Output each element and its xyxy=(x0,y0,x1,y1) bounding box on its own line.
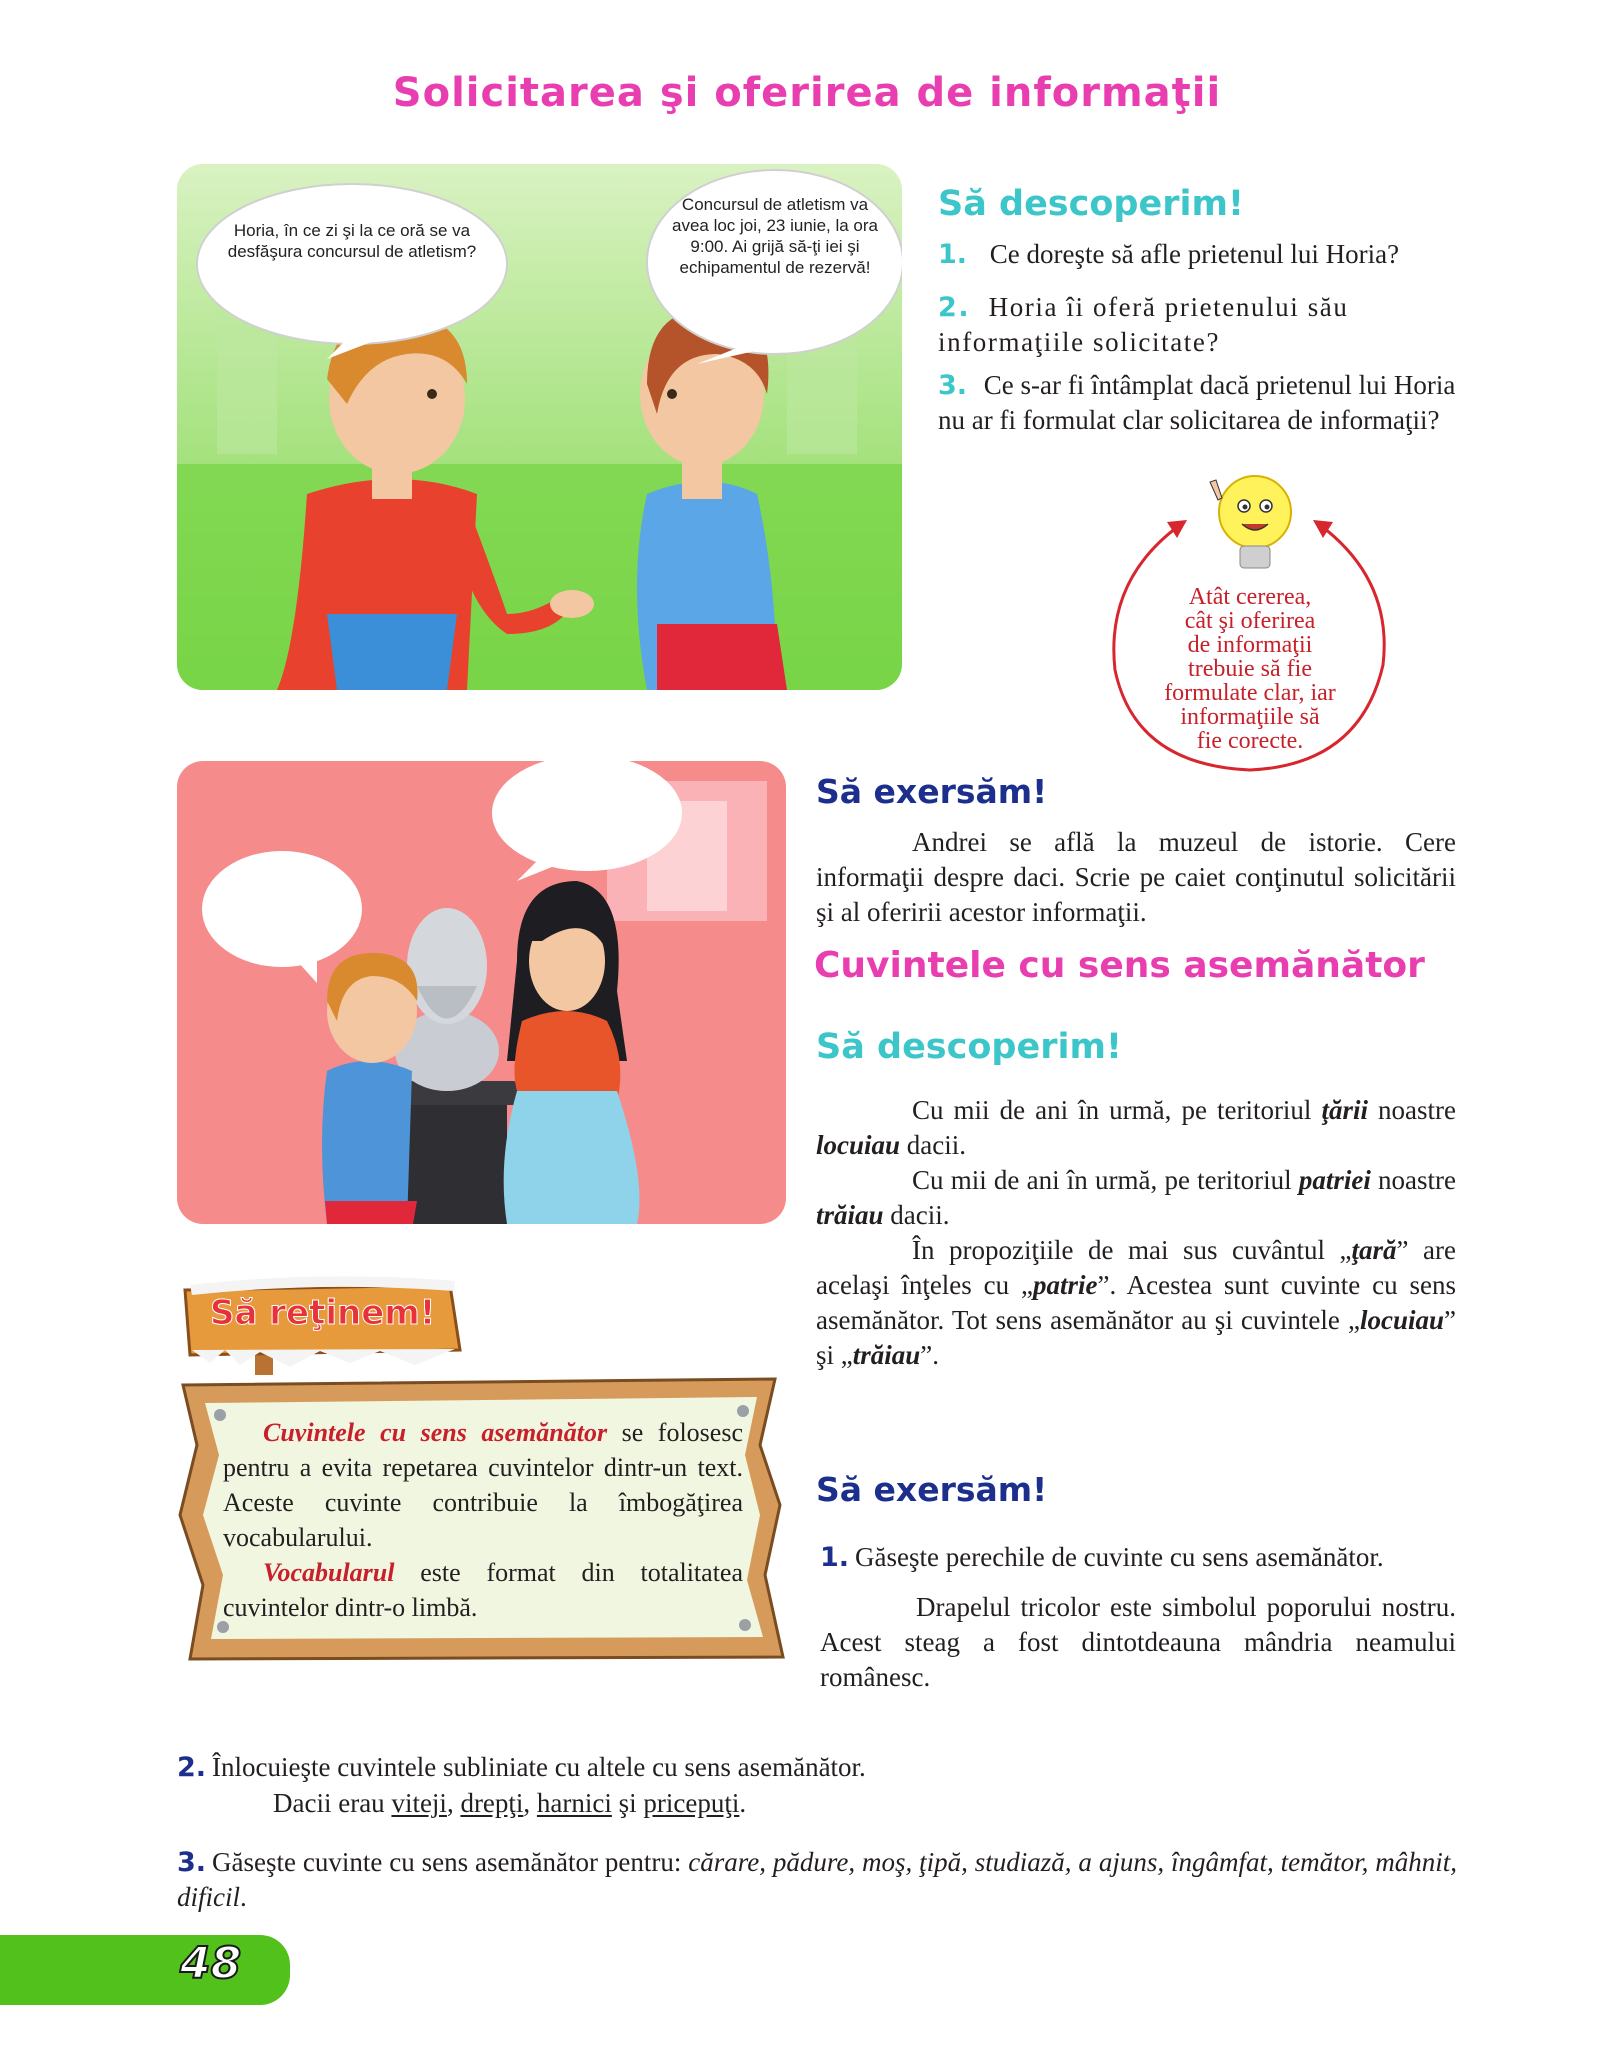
question-text: Horia îi oferă prietenului său informaţiile solicitate? xyxy=(938,292,1349,357)
speech-bubble-answer: Concursul de atletism va avea loc joi, 23 iunie, la ora 9:00. Ai grijă să-ţi iei şi echipamentul de rezervă! xyxy=(671,195,879,277)
text-run: . xyxy=(240,1882,247,1912)
question-number: 1. xyxy=(820,1542,850,1573)
note-line: informaţiile să xyxy=(1180,704,1320,730)
question-text: Ce s-ar fi întâmplat dacă prietenul lui Horia nu ar fi formulat clar solicitarea de informaţii? xyxy=(938,370,1456,435)
question-number: 3. xyxy=(938,370,968,401)
text-run: Dacii erau xyxy=(273,1788,392,1818)
discover-question-2 xyxy=(938,290,1438,360)
section-heading-synonyms: Cuvintele cu sens asemănător xyxy=(814,945,1425,986)
page-number: 48 xyxy=(180,1938,242,1989)
underlined-word: drepţi xyxy=(460,1788,524,1818)
note-line: formulate clar, iar xyxy=(1164,680,1336,706)
question-text: Găseşte perechile de cuvinte cu sens asemănător. xyxy=(855,1542,1384,1572)
note-text xyxy=(1125,585,1375,753)
remember-sign-label: Să reţinem! xyxy=(210,1293,436,1333)
exercise-text-1: Andrei se află la muzeul de istorie. Cere informaţii despre daci. Scrie pe caiet conţinutul solicitării şi al oferirii acestor informaţii. xyxy=(816,827,1456,927)
note-line: Atât cererea, xyxy=(1188,584,1312,610)
lightbulb-icon xyxy=(1200,470,1310,580)
text-run: se folosesc pentru a evita repetarea cuvintelor dintr-un text. Aceste cuvinte contribuie la îmbogăţirea vocabularului. xyxy=(223,1418,743,1552)
text-run: dacii. xyxy=(883,1200,950,1230)
text-run: Cu mii de ani în urmă, pe teritoriul xyxy=(912,1165,1299,1195)
text-run: este format din totalitatea cuvintelor dintr-o limbă. xyxy=(223,1558,743,1622)
note-line: fie corecte. xyxy=(1196,728,1304,754)
comic-illustration-athletics xyxy=(177,164,902,690)
highlight-term: Vocabularul xyxy=(263,1558,395,1587)
italic-word-list: cărare, pădure, moş, ţipă, studiază, a ajuns, îngâmfat, temător, mâhnit, dificil xyxy=(177,1847,1457,1912)
paragraph xyxy=(816,1163,1456,1233)
text-run: , xyxy=(523,1788,537,1818)
bold-word: locuiau xyxy=(1359,1305,1445,1335)
page-number-tab xyxy=(0,1935,290,2005)
bold-word: patriei xyxy=(1298,1165,1371,1195)
question-text: Găseşte cuvinte cu sens asemănător pentru: xyxy=(212,1847,689,1877)
remember-scroll xyxy=(175,1375,787,1665)
bold-word: trăiau xyxy=(852,1340,921,1370)
text-run: ”. xyxy=(920,1340,940,1370)
remember-text xyxy=(223,1415,743,1625)
discover-heading-2: Să descoperim! xyxy=(816,1027,1122,1067)
paragraph xyxy=(223,1555,743,1625)
exercise2-question-1 xyxy=(820,1540,1470,1575)
question-text: Înlocuieşte cuvintele subliniate cu altele cu sens asemănător. xyxy=(212,1752,866,1782)
text-run: Cu mii de ani în urmă, pe teritoriul xyxy=(912,1095,1322,1125)
text-run: dacii. xyxy=(900,1130,967,1160)
exercise2-question-2-sentence xyxy=(273,1786,1373,1821)
page-title: Solicitarea şi oferirea de informaţii xyxy=(392,70,1222,116)
tip-note xyxy=(1105,470,1395,775)
bold-word: ţară xyxy=(1351,1235,1397,1265)
speech-bubble-question: Horia, în ce zi şi la ce oră se va desfăşura concursul de atletism? xyxy=(227,221,477,261)
question-number: 2. xyxy=(938,292,971,323)
text-run: noastre xyxy=(1370,1165,1457,1195)
discover-text-2 xyxy=(816,1093,1456,1373)
bold-word: patrie xyxy=(1033,1270,1098,1300)
discover-question-1 xyxy=(938,237,1473,272)
text-run: , xyxy=(446,1788,461,1818)
underlined-word: harnici xyxy=(536,1788,612,1818)
question-number: 1. xyxy=(938,239,968,270)
text-run: ”. Acestea sunt cuvinte cu sens asemănător. Tot sens asemănător au şi cuvintele „ xyxy=(816,1270,1456,1335)
text-run: În propoziţiile de mai sus cuvântul „ xyxy=(912,1235,1352,1265)
remember-sign xyxy=(180,1255,465,1375)
comic-illustration-museum xyxy=(177,761,786,1224)
discover-heading-1: Să descoperim! xyxy=(938,184,1244,224)
note-line: trebuie să fie xyxy=(1188,656,1312,682)
note-line: de informaţii xyxy=(1187,632,1313,658)
question-text: Ce doreşte să afle prietenul lui Horia? xyxy=(989,239,1400,269)
paragraph xyxy=(816,1093,1456,1163)
text-run: . xyxy=(739,1788,747,1818)
question-number: 2. xyxy=(177,1752,207,1783)
bold-word: locuiau xyxy=(816,1130,901,1160)
bold-word: ţării xyxy=(1321,1095,1368,1125)
bold-word: trăiau xyxy=(816,1200,884,1230)
note-line: cât şi oferirea xyxy=(1184,608,1316,634)
exercise2-question-3 xyxy=(177,1845,1457,1915)
discover-question-3 xyxy=(938,368,1458,438)
text-run: ” şi „ xyxy=(816,1305,1456,1370)
paragraph xyxy=(816,1233,1456,1373)
exercise2-question-2 xyxy=(177,1750,1457,1785)
exercise-heading-1: Să exersăm! xyxy=(816,772,1048,811)
text-run: noastre xyxy=(1368,1095,1457,1125)
question-number: 3. xyxy=(177,1847,207,1878)
underlined-word: viteji xyxy=(391,1788,447,1818)
exercise-heading-2: Să exersăm! xyxy=(816,1470,1048,1509)
paragraph xyxy=(223,1415,743,1555)
text-run: ” are acelaşi înţeles cu „ xyxy=(816,1235,1456,1300)
underlined-word: pricepuţi xyxy=(643,1788,740,1818)
highlight-term: Cuvintele cu sens asemănător xyxy=(263,1418,608,1447)
exercise2-passage: Drapelul tricolor este simbolul poporului nostru. Acest steag a fost dintotdeauna mândria neamului românesc. xyxy=(820,1592,1456,1692)
text-run: şi xyxy=(611,1788,644,1818)
